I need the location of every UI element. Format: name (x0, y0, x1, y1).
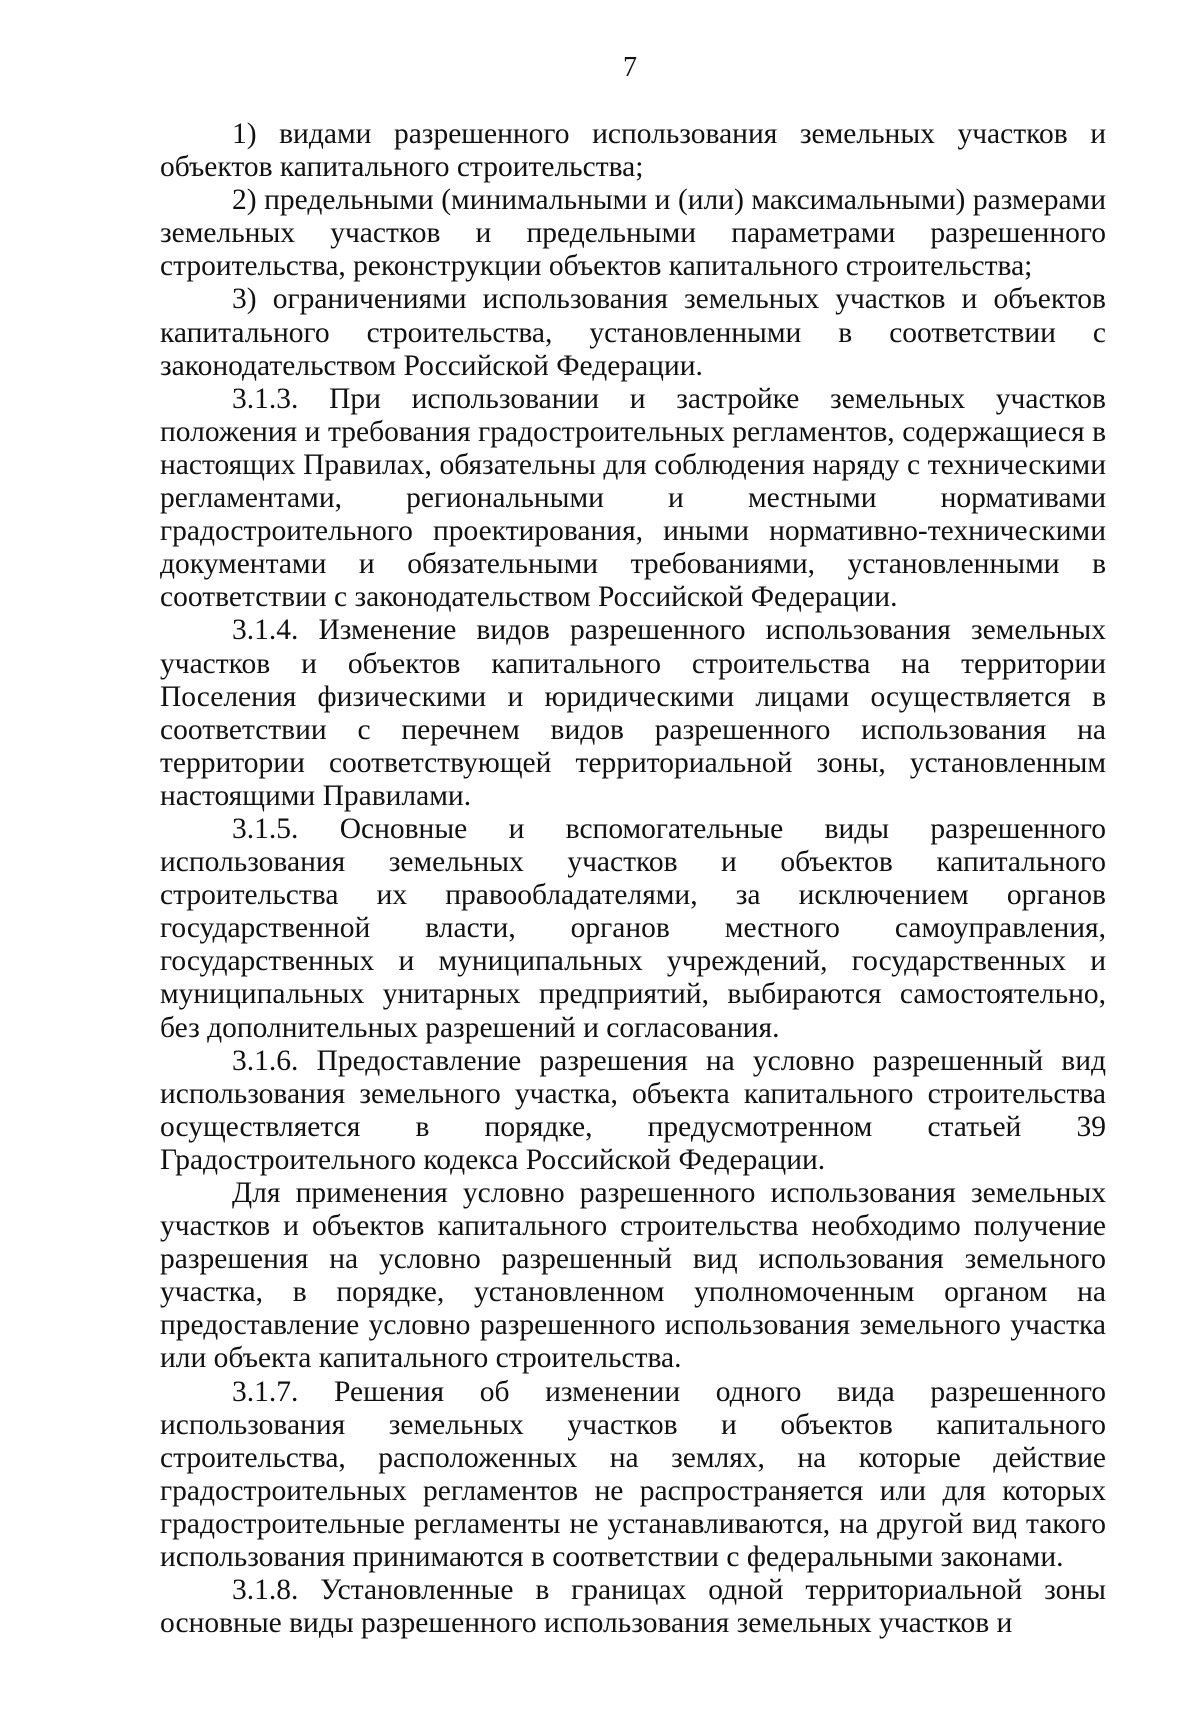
paragraph-item-2: 2) предельными (минимальными и (или) максимальными) размерами земельных участков и предельными параметрами разрешенного строительства, реконструкции объектов капитального строительства; (160, 184, 1106, 283)
paragraph-3-1-3: 3.1.3. При использовании и застройке земельных участков положения и требования градостроительных регламентов, содержащиеся в настоящих Правилах, обязательны для соблюдения наряду с техническими регламентами, региональными и местными нормативами градостроительного проектирования, иными нормативно-техническими документами и обязательными требованиями, установленными в соответствии с законодательством Российской Федерации. (160, 382, 1106, 614)
paragraph-3-1-5: 3.1.5. Основные и вспомогательные виды разрешенного использования земельных участков и объектов капитального строительства их правообладателями, за исключением органов государственной власти, органов местного самоуправления, государственных и муниципальных учреждений, государственных и муниципальных унитарных предприятий, выбираются самостоятельно, без дополнительных разрешений и согласования. (160, 812, 1106, 1044)
document-body (160, 118, 1106, 1640)
paragraph-3-1-6: 3.1.6. Предоставление разрешения на условно разрешенный вид использования земельного участка, объекта капитального строительства осуществляется в порядке, предусмотренном статьей 39 Градостроительного кодекса Российской Федерации. (160, 1044, 1106, 1176)
paragraph-3-1-4: 3.1.4. Изменение видов разрешенного использования земельных участков и объектов капитального строительства на территории Поселения физическими и юридическими лицами осуществляется в соответствии с перечнем видов разрешенного использования на территории соответствующей территориальной зоны, установленным настоящими Правилами. (160, 614, 1106, 812)
paragraph-item-3: 3) ограничениями использования земельных участков и объектов капитального строительства, установленными в соответствии с законодательством Российской Федерации. (160, 283, 1106, 382)
paragraph-conditional-use: Для применения условно разрешенного использования земельных участков и объектов капитального строительства необходимо получение разрешения на условно разрешенный вид использования земельного участка, в порядке, установленном уполномоченным органом на предоставление условно разрешенного использования земельного участка или объекта капитального строительства. (160, 1177, 1106, 1375)
paragraph-3-1-8: 3.1.8. Установленные в границах одной территориальной зоны основные виды разрешенного использования земельных участков и (160, 1574, 1106, 1640)
paragraph-item-1: 1) видами разрешенного использования земельных участков и объектов капитального строительства; (160, 118, 1106, 184)
page-number: 7 (623, 52, 637, 83)
paragraph-3-1-7: 3.1.7. Решения об изменении одного вида разрешенного использования земельных участков и объектов капитального строительства, расположенных на землях, на которые действие градостроительных регламентов не распространяется или для которых градостроительные регламенты не устанавливаются, на другой вид такого использования принимаются в соответствии с федеральными законами. (160, 1375, 1106, 1574)
